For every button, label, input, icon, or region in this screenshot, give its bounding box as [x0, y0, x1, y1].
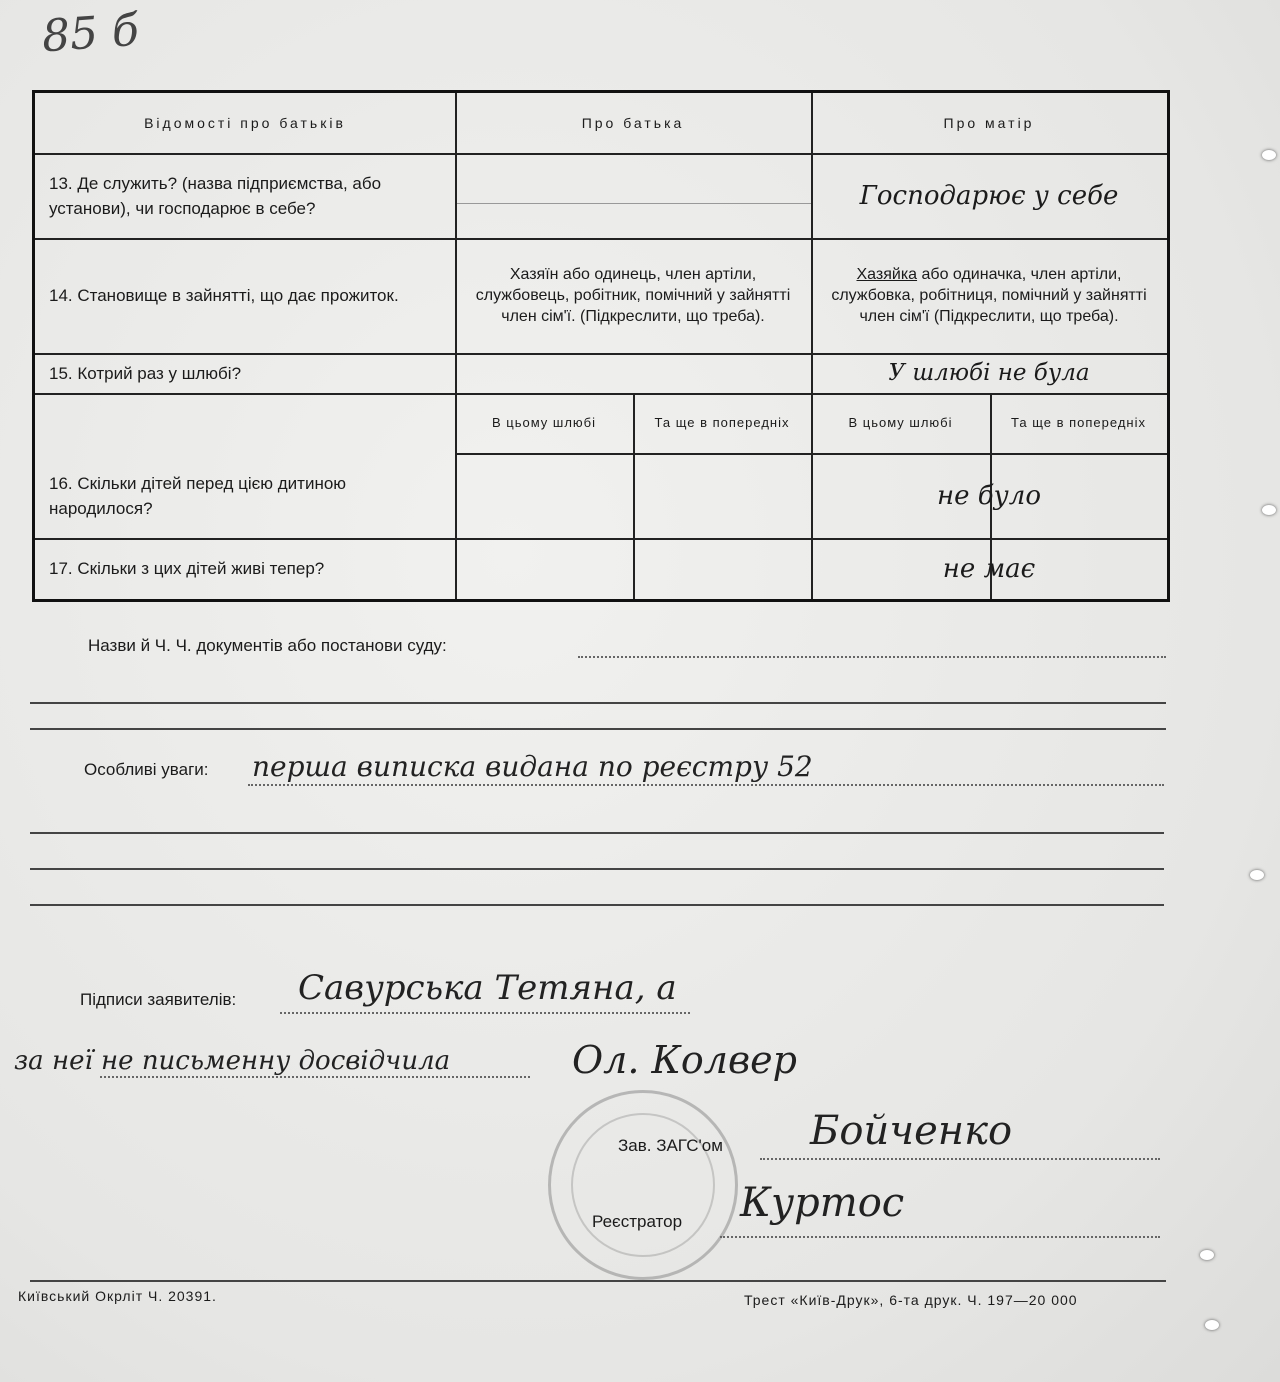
header-parents-info: Відомості про батьків	[144, 115, 346, 131]
remarks-value: перша виписка видана по реєстру 52	[252, 750, 813, 783]
question-15: 15. Котрий раз у шлюбі?	[49, 363, 242, 383]
note-line	[100, 1076, 530, 1078]
official-stamp	[548, 1090, 738, 1280]
question-13: 13. Де служить? (назва підприємства, або установи), чи господарює в себе?	[49, 173, 382, 218]
head-signature: Бойченко	[810, 1108, 1013, 1154]
signatures-label: Підписи заявителів:	[80, 990, 237, 1009]
q14-father-options: Хазяїн або одинець, член артіли, службовець, робітник, помічний у зайнятті член сім'ї. (Підкреслити, що треба).	[475, 266, 791, 325]
binding-hole	[1205, 1320, 1219, 1330]
registrar-line	[720, 1236, 1160, 1238]
question-16: 16. Скільки дітей перед цією дитиною народилося?	[49, 473, 347, 518]
remarks-line	[248, 784, 1164, 786]
remarks-label: Особливі уваги:	[84, 760, 209, 779]
registrar-label: Реєстратор	[592, 1212, 683, 1231]
q17-mother-answer: не має	[942, 553, 1036, 584]
remarks-line-3	[30, 868, 1164, 870]
footer-left: Київський Окрліт Ч. 20391.	[18, 1288, 217, 1304]
q15-mother-answer: У шлюбі не була	[888, 360, 1090, 386]
footer-rule	[30, 1280, 1166, 1282]
illiterate-note: за неї не письменну досвідчила	[14, 1046, 451, 1076]
q16-mother-answer: не було	[937, 480, 1041, 511]
applicant-line	[280, 1012, 690, 1014]
q14-mother-underlined: Хазяйка	[856, 266, 918, 283]
subheader-father-this-marriage: В цьому шлюбі	[491, 415, 597, 430]
q13-father-answer	[455, 153, 811, 238]
registrar-signature: Куртос	[740, 1180, 905, 1226]
header-about-father: Про батька	[581, 115, 685, 131]
documents-line	[578, 656, 1166, 658]
witness-signature: Ол. Колвер	[572, 1038, 797, 1082]
binding-hole	[1262, 505, 1276, 515]
q14-mother-options-rest: або одиначка, член артіли, службовка, робітниця, помічний у зайнятті член сім'ї (Підкреслити, що треба).	[831, 266, 1147, 325]
head-line	[760, 1158, 1160, 1160]
binding-hole	[1250, 870, 1264, 880]
corner-note: 85 б	[40, 4, 141, 63]
documents-line-3	[30, 728, 1166, 730]
head-label: Зав. ЗАГС'ом	[618, 1136, 723, 1155]
documents-label: Назви й Ч. Ч. документів або постанови суду:	[88, 636, 447, 655]
subheader-mother-previous: Та ще в попередніх	[1011, 415, 1146, 430]
question-17: 17. Скільки з цих дітей живі тепер?	[49, 559, 325, 578]
remarks-line-4	[30, 904, 1164, 906]
footer-right: Трест «Київ-Друк», 6-та друк. Ч. 197—20 000	[744, 1292, 1078, 1308]
applicant-signature: Савурська Тетяна, а	[298, 968, 677, 1008]
parents-info-table	[32, 90, 1170, 602]
binding-hole	[1200, 1250, 1214, 1260]
binding-hole	[1262, 150, 1276, 160]
documents-line-2	[30, 702, 1166, 704]
q13-mother-answer: Господарює у себе	[859, 180, 1119, 211]
remarks-line-2	[30, 832, 1164, 834]
q14-mother-options	[811, 238, 1167, 353]
subheader-father-previous: Та ще в попередніх	[654, 415, 790, 430]
subheader-mother-this-marriage: В цьому шлюбі	[848, 415, 953, 430]
question-14: 14. Становище в зайнятті, що дає прожиток.	[49, 286, 399, 305]
header-about-mother: Про матір	[943, 115, 1035, 131]
